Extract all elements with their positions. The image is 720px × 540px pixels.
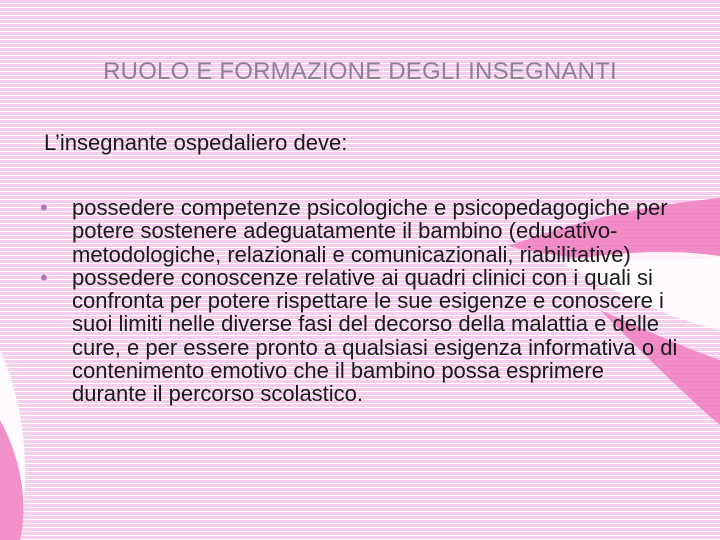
bullet-marker: •: [40, 195, 48, 220]
intro-text: L’insegnante ospedaliero deve:: [44, 130, 348, 155]
bullet-text: possedere competenze psicologiche e psicopedagogiche per potere sostenere adeguatamente il bambino (educativo-metodologiche, relazionali e comunicazionali, riabilitative): [72, 195, 668, 267]
bullet-marker: •: [40, 264, 48, 290]
bullet-item-conoscenze: [38, 266, 678, 406]
bullet-list: [38, 196, 678, 406]
bullet-text: possedere conoscenze relative ai quadri clinici con i quali si confronta per potere rispettare le sue esigenze e conoscere i suoi limiti nelle diverse fasi del decorso della malattia e delle cure, e per essere pronto a qualsiasi esigenza informativa o di contenimento emotivo che il bambino possa esprimere durante il percorso scolastico.: [72, 264, 678, 407]
bullet-item-competenze: [38, 196, 678, 266]
slide-title: RUOLO E FORMAZIONE DEGLI INSEGNANTI: [103, 58, 617, 85]
